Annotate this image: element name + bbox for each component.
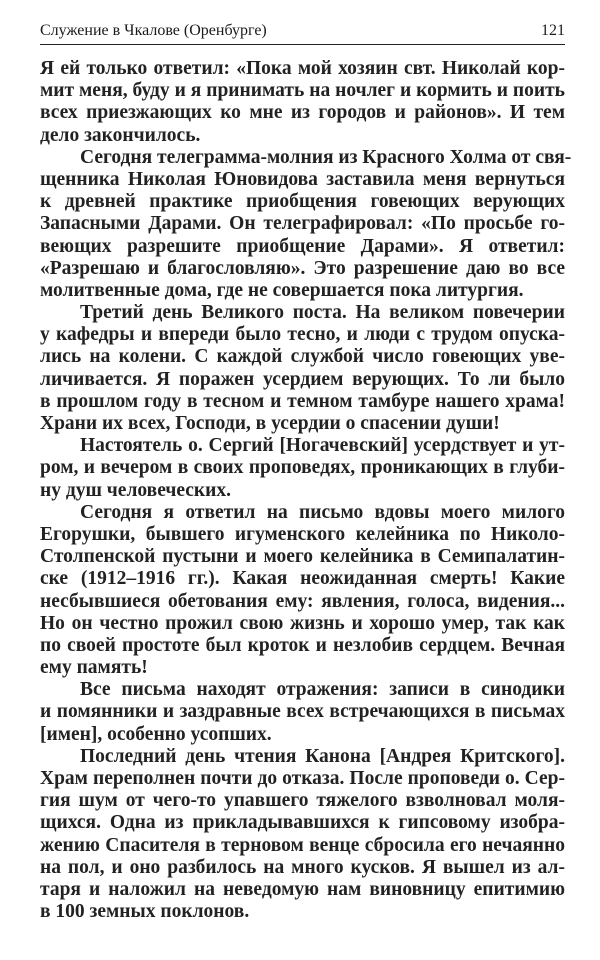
- text-line: личивается. Я поражен усердием верующих. То ли было: [40, 368, 565, 390]
- text-line: ему память!: [40, 657, 148, 679]
- text-line: у кафедры и впереди было тесно, и люди с трудом опуска-: [40, 324, 565, 346]
- text-line: Сегодня я ответил на письмо вдовы моего милого: [80, 501, 565, 523]
- text-line: на пол, и оно разбилось на много кусков. Я вышел из ал-: [40, 856, 565, 878]
- text-line: гия шум от чего-то упавшего тяжелого взволновал моля-: [40, 790, 565, 812]
- text-line: ске (1912–1916 гг.). Какая неожиданная смерть! Какие: [40, 568, 565, 590]
- text-line: Но он честно прожил свою жизнь и хорошо умер, так как: [40, 612, 565, 634]
- text-line: всех приезжающих ко мне из городов и районов». И тем: [40, 102, 565, 124]
- chapter-title: Служение в Чкалове (Оренбурге): [40, 22, 267, 39]
- text-line: Последний день чтения Канона [Андрея Критского].: [80, 745, 565, 767]
- text-line: лись на колени. С каждой службой число говеющих уве-: [40, 346, 565, 368]
- text-line: в прошлом году в тесном и темном тамбуре нашего храма!: [40, 390, 565, 412]
- paragraph: [40, 502, 565, 680]
- text-line: Я ей только ответил: «Пока мой хозяин свт. Николай кор-: [40, 58, 565, 79]
- text-line: к древней практике приобщения говеющих верующих: [40, 191, 565, 213]
- text-line: щихся. Одна из прикладывавшихся к гипсовому изобра-: [40, 812, 565, 834]
- text-line: и помянники и заздравные всех встречающихся в письмах: [40, 701, 565, 723]
- text-line: таря и наложил на неведомую нам виновницу епитимию: [40, 878, 565, 900]
- text-line: Все письма находят отражения: записи в синодики: [80, 679, 565, 701]
- paragraph: [40, 146, 572, 302]
- text-line: Храни их всех, Господи, в усердии о спасении души!: [40, 413, 500, 434]
- paragraph: [40, 58, 565, 147]
- text-line: Третий день Великого поста. На великом повечерии: [80, 302, 565, 324]
- text-line: Столпенской пустыни и моего келейника в Семипалатин-: [40, 546, 565, 568]
- paragraph: [40, 435, 565, 502]
- text-line: Егорушки, бывшего игуменского келейника по Николо-: [40, 523, 565, 545]
- text-line: жению Спасителя в терновом венце сбросила его нечаянно: [40, 834, 565, 856]
- paragraph: [40, 679, 565, 746]
- text-line: [имен], особенно усопших.: [40, 723, 272, 745]
- text-line: мит меня, буду и я принимать на ночлег и кормить и поить: [40, 80, 565, 102]
- text-line: ну душ человеческих.: [40, 479, 232, 501]
- text-line: Сегодня телеграмма-молния из Красного Холма от свя-: [80, 146, 572, 168]
- paragraph: [40, 302, 565, 435]
- paragraph: [40, 746, 565, 924]
- text-line: щенника Николая Юновидова заставила меня вернуться: [40, 168, 565, 190]
- text-line: Настоятель о. Сергий [Ногачевский] усердствует и ут-: [80, 435, 565, 457]
- text-line: несбывшиеся обетования ему: явления, голоса, видения...: [40, 590, 565, 612]
- page-number: 121: [541, 22, 565, 39]
- text-line: по своей простоте был кроток и незлобив сердцем. Вечная: [40, 634, 565, 656]
- text-line: Храм переполнен почти до отказа. После проповеди о. Сер-: [40, 768, 565, 789]
- text-line: дело закончилось.: [40, 124, 201, 146]
- text-line: ром, и вечером в своих проповедях, проникающих в глуби-: [40, 457, 565, 479]
- text-line: молитвенные дома, где не совершается пока литургия.: [40, 279, 524, 301]
- running-header: [40, 20, 565, 45]
- page-body: [40, 58, 572, 923]
- text-line: веющих разрешите приобщение Дарами». Я ответил:: [40, 235, 565, 257]
- text-line: Запасными Дарами. Он телеграфировал: «По просьбе го-: [40, 213, 565, 235]
- text-line: в 100 земных поклонов.: [40, 901, 250, 923]
- text-line: «Разрешаю и благословляю». Это разрешение даю во все: [40, 257, 565, 279]
